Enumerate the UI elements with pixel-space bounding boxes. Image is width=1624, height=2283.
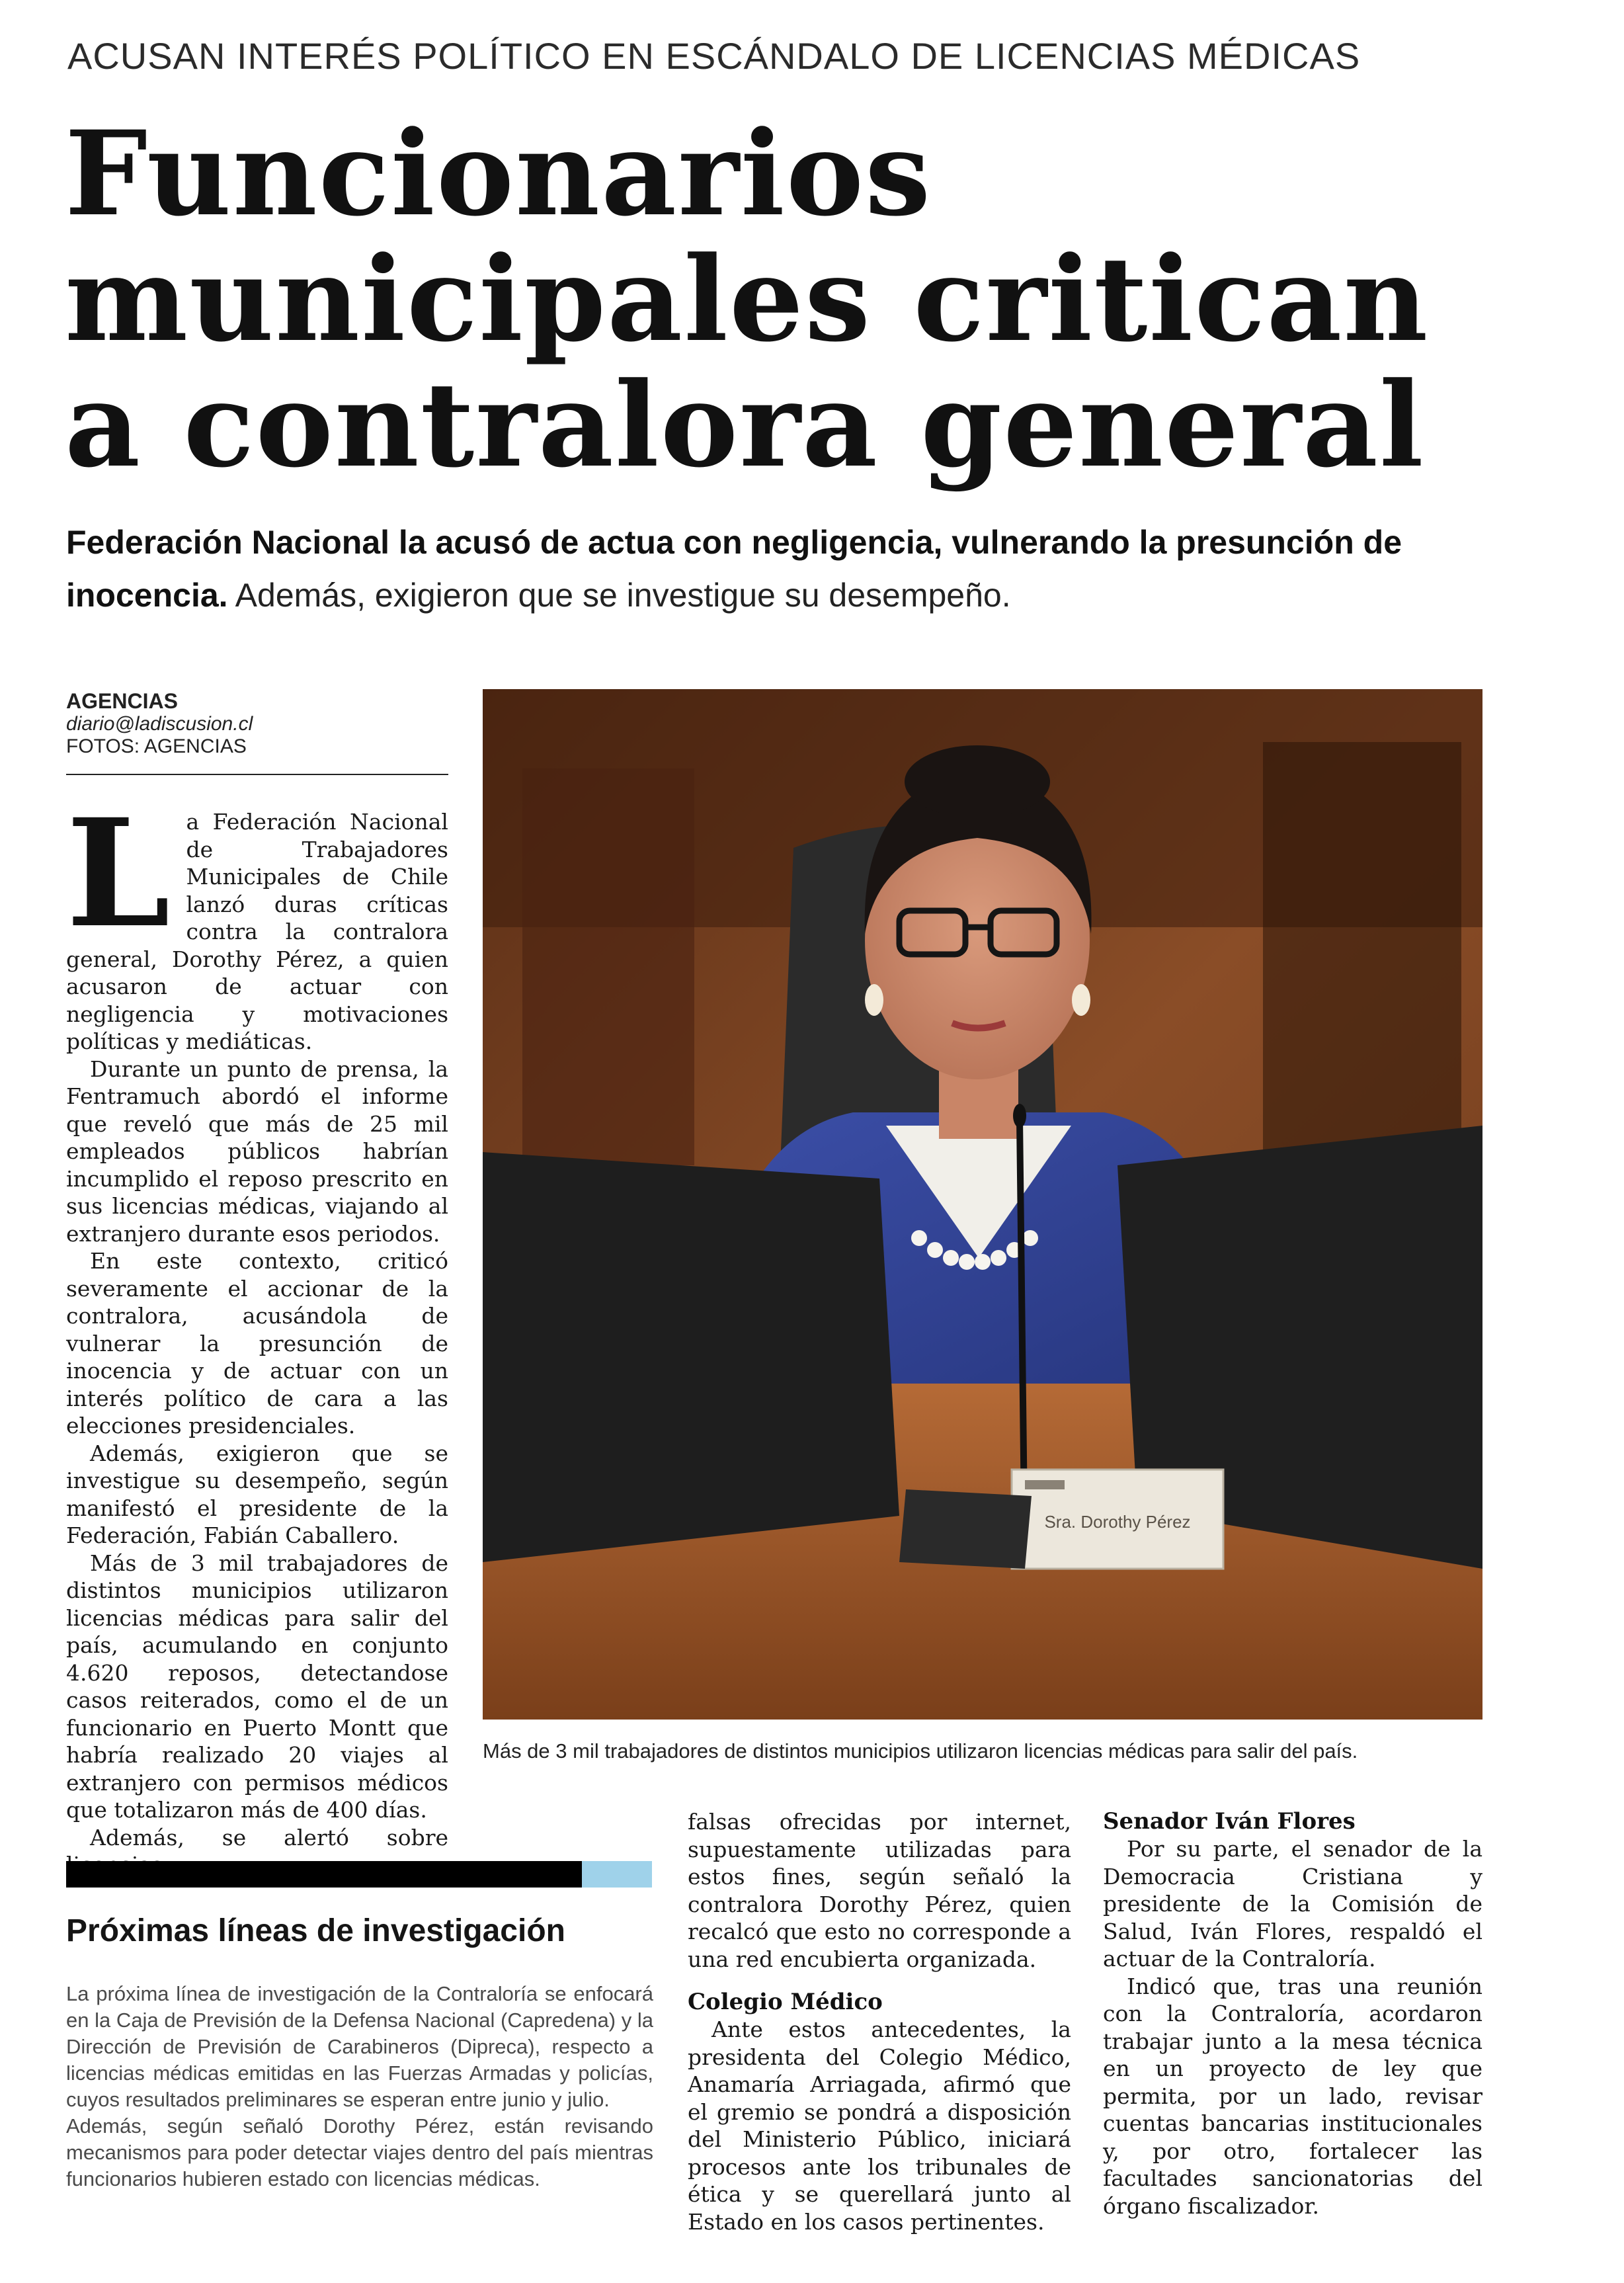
article-column-1 [66, 786, 448, 1879]
section-title-colegio: Colegio Médico [688, 1989, 883, 2015]
byline [66, 689, 450, 758]
dropcap: L [66, 786, 171, 960]
article-paragraph: Durante un punto de prensa, la Fentramuch abordó el informe que reveló que más de 25 mil empleados públicos habrían incumplido el reposo prescrito en sus licencias médicas, viajando al extranjero durante esos periodos. [66, 1056, 448, 1247]
article-paragraph: Indicó que, tras una reunión con la Contraloría, acordaron trabajar junto a la mesa técnica en un proyecto de ley que permita, por un lado, revisar cuentas bancarias institucionales y, por otro, fortalecer las facultades sancionatorias del órgano fiscalizador. [1103, 1973, 1482, 2219]
sidebar-paragraph: Además, según señaló Dorothy Pérez, están revisando mecanismos para poder detectar viajes dentro del país mientras funcionarios hubieren estado con licencias médicas. [66, 2114, 653, 2190]
article-photo [483, 689, 1482, 1720]
sidebar-paragraph: La próxima línea de investigación de la Contraloría se enfocará en la Caja de Previsión de la Defensa Nacional (Capredena) y la Dirección de Previsión de Carabineros (Dipreca), respecto a licencias médicas emitidas en las Fuerzas Armadas y policías, cuyos resultados preliminares se esperan entre junio y julio. [66, 1982, 653, 2111]
photo-caption: Más de 3 mil trabajadores de distintos municipios utilizaron licencias médicas para salir del país. [483, 1739, 1358, 1763]
article-paragraph: Más de 3 mil trabajadores de distintos municipios utilizaron licencias médicas para salir del país, acumulando en conjunto 4.620 reposos, detectandose casos reiterados, como el de un funcionario en Puerto Montt que habría realizado 20 viajes al extranjero con permisos médicos que totalizaron más de 400 días. [66, 1550, 448, 1823]
photo-illustration [483, 689, 1482, 1720]
article-paragraph: Además, se alertó sobre [90, 1824, 448, 1850]
sidebar-text [66, 1981, 653, 2192]
deck-regular: Además, exigieron que se investigue su desempeño. [227, 577, 1011, 614]
byline-email: diario@ladiscusion.cl [66, 713, 253, 735]
headline [65, 105, 1586, 493]
sidebar-bar-blue [582, 1861, 652, 1888]
article-paragraph: Además, exigieron que se investigue su desempeño, según manifestó el presidente de la Federación, Fabián Caballero. [66, 1440, 448, 1548]
byline-divider [66, 774, 448, 775]
deck-bold: Federación Nacional la acusó de actua con negligencia, vulnerando la presunción de inocencia. [66, 524, 1402, 614]
article-paragraph: Por su parte, el senador de la Democracia Cristiana y presidente de la Comisión de Salud, Iván Flores, respaldó el actuar de la Contraloría. [1103, 1836, 1482, 1972]
article-paragraph: Ante estos antecedentes, la presidenta del Colegio Médico, Anamaría Arriagada, afirmó que el gremio se pondrá a disposición del Ministerio Público, iniciará procesos ante los tribunales de ética y se querellará junto al Estado en los casos pertinentes. [688, 2016, 1071, 2235]
article-paragraph: En este contexto, criticó severamente el accionar de la contralora, acusándola de vulnerar la presunción de inocencia y de actuar con un interés político de cara a las elecciones presidenciales. [66, 1248, 448, 1438]
nameplate-text: Sra. Dorothy Pérez [1044, 1512, 1191, 1532]
article-paragraph: falsas ofrecidas por internet, supuestamente utilizadas para estos fines, según señaló la contralora Dorothy Pérez, quien recalcó que esto no corresponde a una red encubierta organizada. [688, 1809, 1071, 1972]
article-column-2 [688, 1808, 1071, 2235]
deck [66, 516, 1521, 622]
section-title-senador: Senador Iván Flores [1103, 1808, 1356, 1835]
byline-photos: FOTOS: AGENCIAS [66, 735, 247, 757]
headline-line-2: municipales critican [65, 231, 1430, 368]
headline-line-3: a contralora general [65, 356, 1425, 493]
sidebar-title: Próximas líneas de investigación [66, 1913, 565, 1948]
kicker: ACUSAN INTERÉS POLÍTICO EN ESCÁNDALO DE LICENCIAS MÉDICAS [67, 35, 1361, 77]
article-paragraph: La Federación Nacional de Trabajadores Municipales de Chile lanzó duras críticas contra la contralora general, Dorothy Pérez, a quien acusaron de actuar con negligencia y motivaciones políticas y mediáticas. [66, 786, 448, 1054]
sidebar-bar-black [66, 1861, 582, 1888]
byline-agency: AGENCIAS [66, 689, 178, 713]
article-column-3 [1103, 1808, 1482, 2220]
headline-line-1: Funcionarios [65, 105, 932, 242]
